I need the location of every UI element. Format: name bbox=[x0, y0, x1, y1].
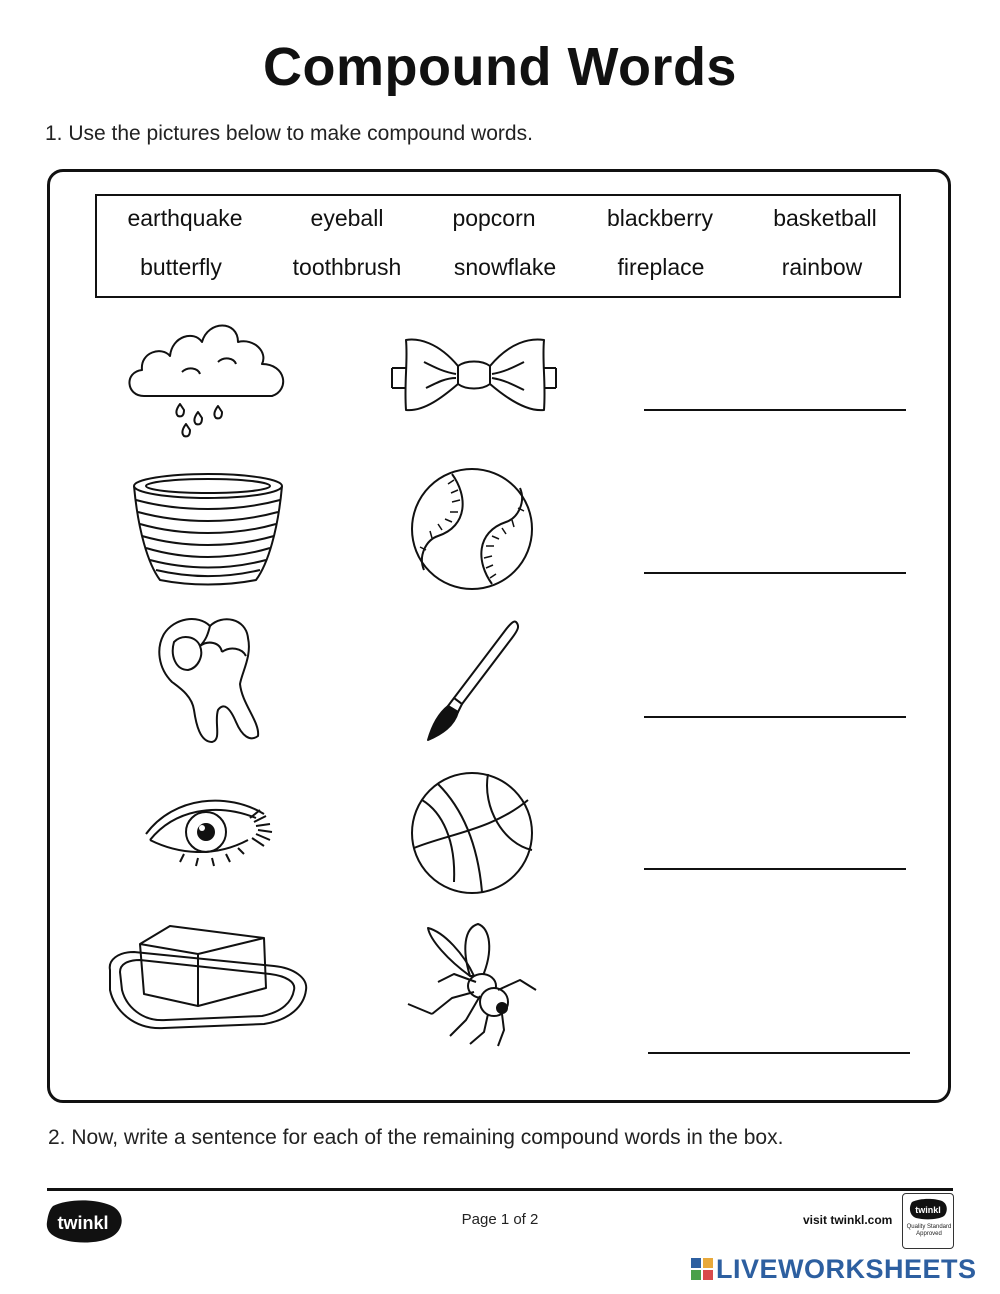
word-bank-item: rainbow bbox=[781, 254, 863, 280]
instruction-1: 1. Use the pictures below to make compound words. bbox=[45, 122, 533, 145]
word-bank-item: basketball bbox=[773, 205, 877, 231]
liveworksheets-text: LIVEWORKSHEETS bbox=[716, 1254, 977, 1284]
footer-divider bbox=[47, 1188, 953, 1191]
quality-badge bbox=[902, 1193, 954, 1249]
baseball-icon bbox=[408, 466, 536, 592]
instruction-2: 2. Now, write a sentence for each of the remaining compound words in the box. bbox=[48, 1126, 784, 1149]
liveworksheets-watermark bbox=[690, 1254, 990, 1284]
worksheet-title: Compound Words bbox=[263, 37, 737, 97]
word-bank-item: fireplace bbox=[617, 254, 705, 280]
fly-icon bbox=[404, 920, 540, 1050]
answer-line-2[interactable] bbox=[644, 572, 906, 574]
answer-line-3[interactable] bbox=[644, 716, 906, 718]
basket-icon bbox=[130, 470, 286, 586]
word-bank-item: toothbrush bbox=[292, 254, 402, 280]
page-number: Page 1 of 2 bbox=[461, 1211, 539, 1228]
twinkl-logo-text: twinkl bbox=[57, 1213, 109, 1233]
word-bank-item: blackberry bbox=[606, 205, 714, 231]
butter-icon bbox=[104, 920, 310, 1034]
badge-logo-text: twinkl bbox=[915, 1205, 941, 1215]
answer-line-5[interactable] bbox=[648, 1052, 910, 1054]
answer-line-1[interactable] bbox=[644, 409, 906, 411]
word-bank-item: butterfly bbox=[140, 254, 222, 280]
liveworksheets-icon bbox=[690, 1257, 714, 1281]
answer-line-4[interactable] bbox=[644, 868, 906, 870]
basketball-icon bbox=[408, 770, 536, 896]
tooth-icon bbox=[150, 612, 266, 744]
word-bank-item: earthquake bbox=[127, 205, 243, 231]
badge-text: Quality Standard Approved bbox=[906, 1224, 952, 1237]
paintbrush-icon bbox=[424, 618, 522, 744]
visit-link[interactable]: visit twinkl.com bbox=[803, 1213, 893, 1227]
eye-icon bbox=[144, 788, 278, 870]
word-bank-item: eyeball bbox=[310, 205, 384, 231]
word-bank-item: snowflake bbox=[453, 254, 557, 280]
rain-cloud-icon bbox=[122, 312, 294, 438]
bow-tie-icon bbox=[388, 332, 560, 420]
word-bank-item: popcorn bbox=[452, 205, 536, 231]
